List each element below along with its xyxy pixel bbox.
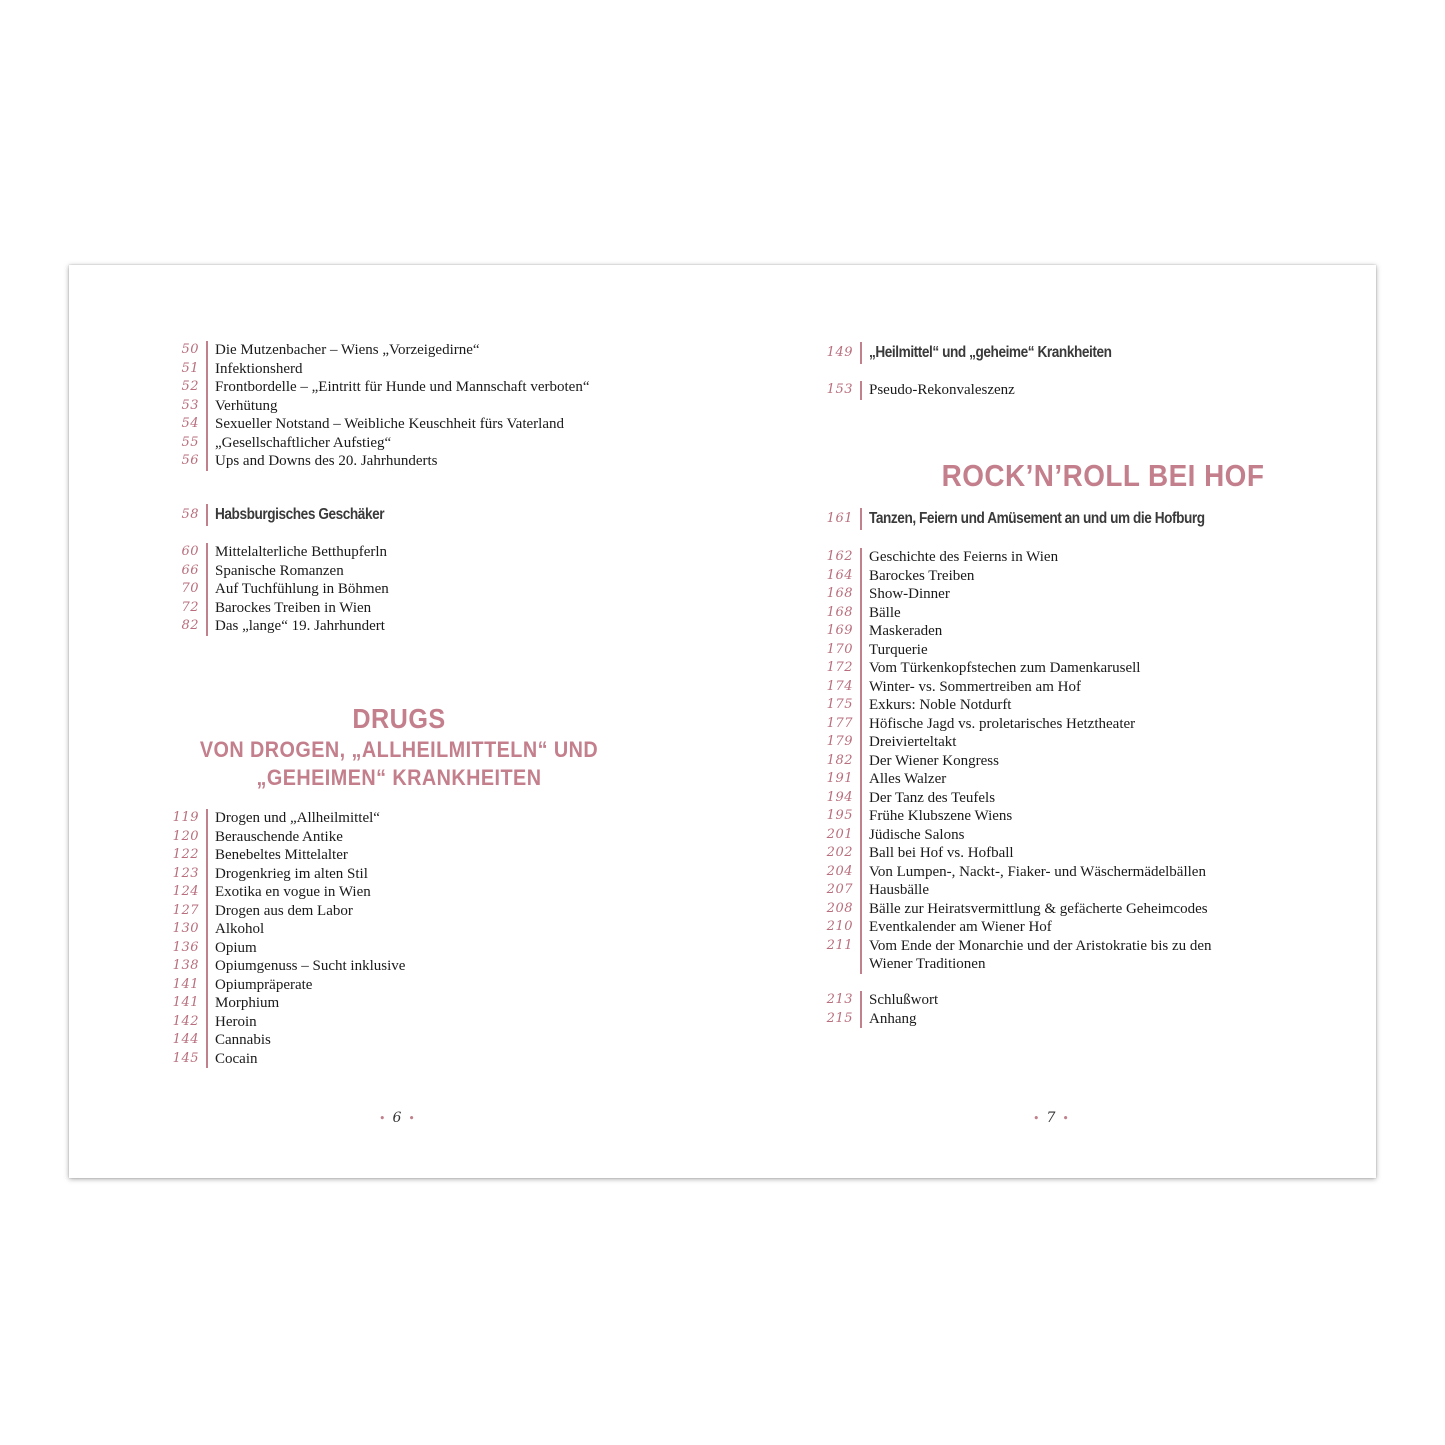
toc-entry [157,599,717,618]
toc-rule [206,341,208,360]
toc-entry [157,957,717,976]
toc-title: Frühe Klubszene Wiens [869,808,1013,824]
section-heading-rocknroll [896,458,1310,494]
toc-title: Vom Ende der Monarchie und der Aristokratie bis zu den [869,937,1212,954]
toc-entry [811,678,1371,697]
toc-rule [206,397,208,416]
toc-entry [811,567,1371,586]
toc-title: Barockes Treiben in Wien [215,599,372,616]
toc-title: Verhütung [215,397,278,414]
toc-entry [811,844,1371,863]
toc-rule [206,452,208,471]
toc-rule [206,846,208,865]
toc-title: Frontbordelle – „Eintritt für Hunde und Mannschaft verboten“ [215,379,590,395]
toc-page-number: 174 [826,678,853,694]
toc-rule [206,902,208,921]
toc-entry [157,1050,717,1069]
toc-entry [811,585,1371,604]
toc-title: Die Mutzenbacher – Wiens „Vorzeigedirne“ [215,342,480,358]
toc-rule [206,562,208,581]
toc-page-number: 54 [181,416,199,431]
toc-entry [811,715,1371,734]
toc-page-number: 124 [172,884,199,899]
toc-entry [157,994,717,1013]
toc-title: Berauschende Antike [215,828,343,845]
toc-title: Mittelalterliche Betthupferln [215,544,388,560]
folio-dot: • [408,1112,415,1125]
toc-title-continued: Wiener Traditionen [869,956,986,972]
toc-rule [206,543,208,562]
toc-entry [157,378,717,397]
toc-title: Jüdische Salons [869,826,965,843]
book-spread [69,265,1376,1178]
toc-rule [206,434,208,453]
toc-page-number: 208 [826,900,853,916]
toc-rule [860,678,862,697]
toc-page-number: 66 [181,562,199,578]
toc-rule [860,991,862,1010]
toc-page-number: 168 [826,586,853,601]
folio-number: 6 [392,1110,402,1126]
toc-entry [157,341,717,360]
toc-page-number: 72 [181,599,199,615]
toc-title: Cocain [215,1050,258,1067]
toc-rule [206,1013,208,1032]
folio-dot: • [1062,1112,1069,1125]
toc-title: Dreivierteltakt [869,734,957,750]
toc-title: Der Wiener Kongress [869,752,999,769]
toc-entry [157,415,717,434]
toc-page-number: 182 [826,752,853,768]
toc-page-number: 141 [172,995,199,1010]
toc-page-number: 50 [181,342,199,357]
toc-entry [811,881,1371,900]
toc-page-number: 172 [826,660,853,675]
toc-title: Benebeltes Mittelalter [215,847,348,863]
toc-page-number: 138 [172,958,199,973]
toc-rule [860,789,862,808]
toc-title: Der Tanz des Teufels [869,789,996,806]
toc-title: Heroin [215,1013,257,1030]
toc-title: Bälle zur Heiratsvermittlung & gefächerte Geheimcodes [869,900,1208,917]
toc-title: Geschichte des Feierns in Wien [869,549,1059,565]
toc-page-number: 202 [826,845,853,860]
toc-page-number: 130 [172,921,199,936]
toc-rule [860,863,862,882]
toc-entry [811,659,1371,678]
toc-page-number: 55 [181,434,199,450]
toc-entry [157,543,717,562]
section-title: DRUGS [352,703,446,734]
toc-title: „Heilmittel“ und „geheime“ Krankheiten [869,344,1112,361]
toc-page-number: 168 [826,604,853,620]
toc-rule [206,939,208,958]
toc-entry [811,641,1371,660]
toc-rule [860,715,862,734]
toc-page-number: 211 [826,937,853,953]
toc-rule [860,1010,862,1029]
toc-entry [157,1031,717,1050]
toc-page-number: 177 [826,715,853,731]
toc-title: Hausbälle [869,882,929,898]
toc-title: Infektionsherd [215,360,303,377]
toc-entry [811,789,1371,808]
toc-title: Cannabis [215,1032,271,1048]
toc-title: Drogen und „Allheilmittel“ [215,810,380,826]
toc-page-number: 207 [826,882,853,897]
toc-page-number: 119 [172,810,199,825]
toc-entry [157,865,717,884]
toc-page-number: 120 [172,828,199,844]
toc-entry [811,733,1371,752]
toc-rule [206,957,208,976]
toc-page-number: 191 [826,771,853,786]
toc-rule [860,508,862,530]
toc-page-number: 82 [181,618,199,633]
toc-rule [206,580,208,599]
toc-title: Schlußwort [869,992,939,1008]
toc-page-number: 169 [826,623,853,638]
toc-title: Anhang [869,1010,917,1027]
toc-title: Bälle [869,604,901,621]
toc-title: Drogen aus dem Labor [215,902,353,919]
toc-page-number: 52 [181,379,199,394]
toc-title: Turquerie [869,641,928,658]
toc-entry [811,752,1371,771]
toc-page-number: 51 [181,360,199,376]
toc-page-number: 204 [826,863,853,879]
toc-title: Auf Tuchfühlung in Böhmen [215,581,389,597]
toc-entry [811,991,1371,1010]
toc-title: Höfische Jagd vs. proletarisches Hetztheater [869,715,1136,732]
toc-entry [811,826,1371,845]
section-title: ROCK’N’ROLL BEI HOF [941,458,1265,493]
toc-page-number: 170 [826,641,853,657]
toc-page-number: 141 [172,976,199,992]
toc-rule [206,809,208,828]
toc-title: Opiumgenuss – Sucht inklusive [215,958,406,974]
section-subtitle-line1: VON DROGEN, „ALLHEILMITTELN“ UND [199,737,599,762]
toc-entry [811,604,1371,623]
toc-rule [206,617,208,636]
toc-rule [206,1050,208,1069]
toc-page-number: 215 [826,1010,853,1026]
toc-page-number: 210 [826,919,853,934]
toc-title: Maskeraden [869,623,943,639]
toc-page-number: 194 [826,789,853,805]
toc-title: Ups and Downs des 20. Jahrhunderts [215,453,438,469]
toc-entry [157,360,717,379]
toc-page-number: 142 [172,1013,199,1029]
right-page [723,265,1376,1178]
toc-title: Show-Dinner [869,586,950,602]
toc-title: Alles Walzer [869,771,947,787]
toc-title: „Gesellschaftlicher Aufstieg“ [215,434,392,451]
toc-entry [157,902,717,921]
toc-rule [860,604,862,623]
toc-rule [206,920,208,939]
toc-page-number: 153 [826,382,853,397]
toc-entry [811,807,1371,826]
folio-dot: • [379,1112,386,1125]
toc-rule [206,378,208,397]
toc-title: Alkohol [215,921,265,937]
toc-rule [206,599,208,618]
toc-entry [157,452,717,471]
page-number-left [372,1110,422,1126]
toc-rule [206,1031,208,1050]
toc-entry [811,696,1371,715]
toc-rule [206,828,208,847]
toc-title: Ball bei Hof vs. Hofball [869,845,1014,861]
toc-page-number: 70 [181,581,199,596]
toc-rule [860,900,862,919]
toc-entry [811,548,1371,567]
toc-rule [206,883,208,902]
toc-page-number: 145 [172,1050,199,1066]
toc-page-number: 162 [826,549,853,564]
toc-title: Pseudo-Rekonvaleszenz [869,382,1015,398]
toc-page-number: 60 [181,544,199,559]
toc-rule [860,770,862,789]
toc-rule [860,826,862,845]
toc-rule [206,360,208,379]
toc-rule [860,807,862,826]
toc-title: Drogenkrieg im alten Stil [215,865,368,882]
toc-rule [860,622,862,641]
folio-number: 7 [1046,1110,1056,1126]
toc-chapter-heading [811,508,1371,530]
toc-rule [206,994,208,1013]
toc-entry [157,580,717,599]
toc-rule [860,381,862,400]
toc-entry [157,809,717,828]
toc-title: Morphium [215,995,280,1011]
toc-title: Tanzen, Feiern und Amüsement an und um die Hofburg [869,510,1205,527]
section-heading-drugs [188,703,611,792]
section-subtitle-line2: „GEHEIMEN“ KRANKHEITEN [256,765,542,790]
toc-page-number: 161 [826,511,853,526]
toc-page-number: 127 [172,902,199,918]
toc-title: Opiumpräperate [215,976,313,993]
toc-page-number: 144 [172,1032,199,1047]
toc-title: Habsburgisches Geschäker [215,506,385,523]
toc-rule [860,752,862,771]
toc-rule [206,415,208,434]
toc-page-number: 122 [172,847,199,862]
toc-entry [811,937,1371,974]
toc-rule [860,342,862,364]
toc-title: Opium [215,939,257,956]
toc-entry [811,1010,1371,1029]
toc-page-number: 58 [181,507,199,522]
toc-page-number: 195 [826,808,853,823]
toc-title: Vom Türkenkopfstechen zum Damenkarusell [869,660,1141,676]
toc-rule [860,733,862,752]
toc-entry [157,883,717,902]
toc-entry [157,434,717,453]
toc-title: Winter- vs. Sommertreiben am Hof [869,678,1081,695]
toc-chapter-heading [157,504,717,526]
toc-rule [860,641,862,660]
toc-entry [157,976,717,995]
toc-entry [157,397,717,416]
toc-rule [206,504,208,526]
toc-rule [860,659,862,678]
toc-rule [860,567,862,586]
toc-rule [860,696,862,715]
toc-page-number: 56 [181,453,199,468]
toc-rule [860,937,862,974]
toc-title: Barockes Treiben [869,567,975,584]
toc-page-number: 123 [172,865,199,881]
toc-chapter-heading [811,342,1371,364]
toc-entry [811,622,1371,641]
toc-title: Exkurs: Noble Notdurft [869,697,1012,713]
toc-entry [811,863,1371,882]
page-number-right [1026,1110,1076,1126]
toc-page-number: 149 [826,345,853,360]
toc-rule [860,844,862,863]
toc-entry [157,939,717,958]
toc-rule [206,976,208,995]
toc-entry [811,900,1371,919]
toc-entry [157,562,717,581]
toc-title: Eventkalender am Wiener Hof [869,919,1052,935]
toc-page-number: 213 [826,992,853,1007]
folio-dot: • [1033,1112,1040,1125]
toc-entry [157,617,717,636]
toc-rule [860,881,862,900]
toc-title: Von Lumpen-, Nackt-, Fiaker- und Wäschermädelbällen [869,863,1206,880]
toc-rule [860,585,862,604]
toc-entry [157,920,717,939]
toc-title: Spanische Romanzen [215,562,344,579]
toc-page-number: 175 [826,697,853,712]
toc-title: Das „lange“ 19. Jahrhundert [215,618,385,634]
toc-entry [157,828,717,847]
toc-page-number: 53 [181,397,199,413]
toc-rule [860,548,862,567]
left-page [69,265,723,1178]
toc-rule [206,865,208,884]
toc-page-number: 179 [826,734,853,749]
toc-title: Exotika en vogue in Wien [215,884,371,900]
toc-entry [157,1013,717,1032]
toc-page-number: 164 [826,567,853,583]
toc-entry [811,918,1371,937]
toc-entry [811,381,1371,400]
toc-rule [860,918,862,937]
toc-page-number: 201 [826,826,853,842]
toc-title: Sexueller Notstand – Weibliche Keuschheit fürs Vaterland [215,416,564,432]
toc-entry [811,770,1371,789]
toc-entry [157,846,717,865]
toc-page-number: 136 [172,939,199,955]
